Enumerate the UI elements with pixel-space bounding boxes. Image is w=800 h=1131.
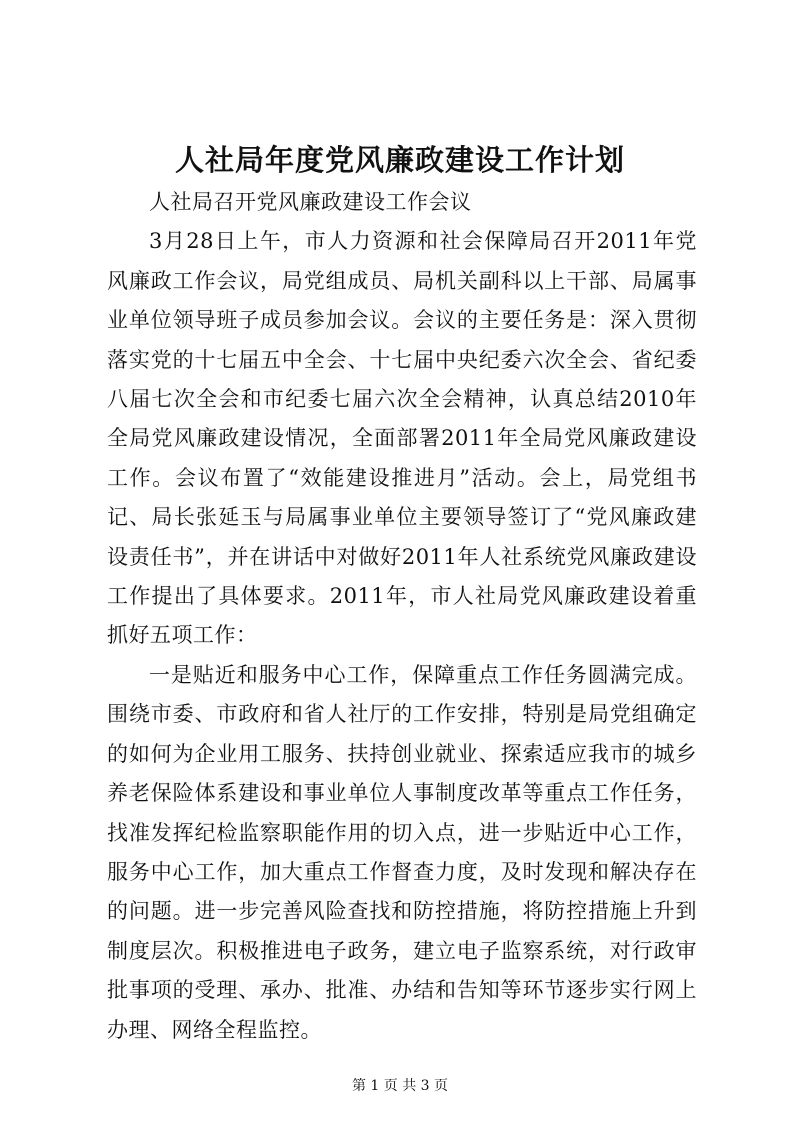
paragraph-task-one: 一是贴近和服务中心工作，保障重点工作任务圆满完成。围绕市委、市政府和省人社厅的工作安排，特别是局党组确定的如何为企业用工服务、扶持创业就业、探索适应我市的城乡养老保险体系建设和事业单位人事制度改革等重点工作任务，找准发挥纪检监察职能作用的切入点，进一步贴近中心工作，服务中心工作，加大重点工作督查力度，及时发现和解决存在的问题。进一步完善风险查找和防控措施，将防控措施上升到制度层次。积极推进电子政务，建立电子监察系统，对行政审批事项的受理、承办、批准、办结和告知等环节逐步实行网上办理、网络全程监控。 <box>107 662 697 1042</box>
paragraph-subheading: 人社局召开党风廉政建设工作会议 <box>149 190 472 214</box>
document-title: 人社局年度党风廉政建设工作计划 <box>174 143 625 177</box>
document-body <box>107 183 697 1050</box>
paragraph-meeting-summary: 3月28日上午，市人力资源和社会保障局召开2011年党风廉政工作会议，局党组成员、局机关副科以上干部、局属事业单位领导班子成员参加会议。会议的主要任务是：深入贯彻落实党的十七届五中全会、十七届中央纪委六次全会、省纪委八届七次全会和市纪委七届六次全会精神，认真总结2010年全局党风廉政建设情况，全面部署2011年全局党风廉政建设工作。会议布置了“效能建设推进月”活动。会上，局党组书记、局长张延玉与局属事业单位主要领导签订了“党风廉政建设责任书”，并在讲话中对做好2011年人社系统党风廉政建设工作提出了具体要求。2011年，市人社局党风廉政建设着重抓好五项工作： <box>107 229 697 648</box>
page-footer: 第 1 页 共 3 页 <box>351 1078 449 1094</box>
